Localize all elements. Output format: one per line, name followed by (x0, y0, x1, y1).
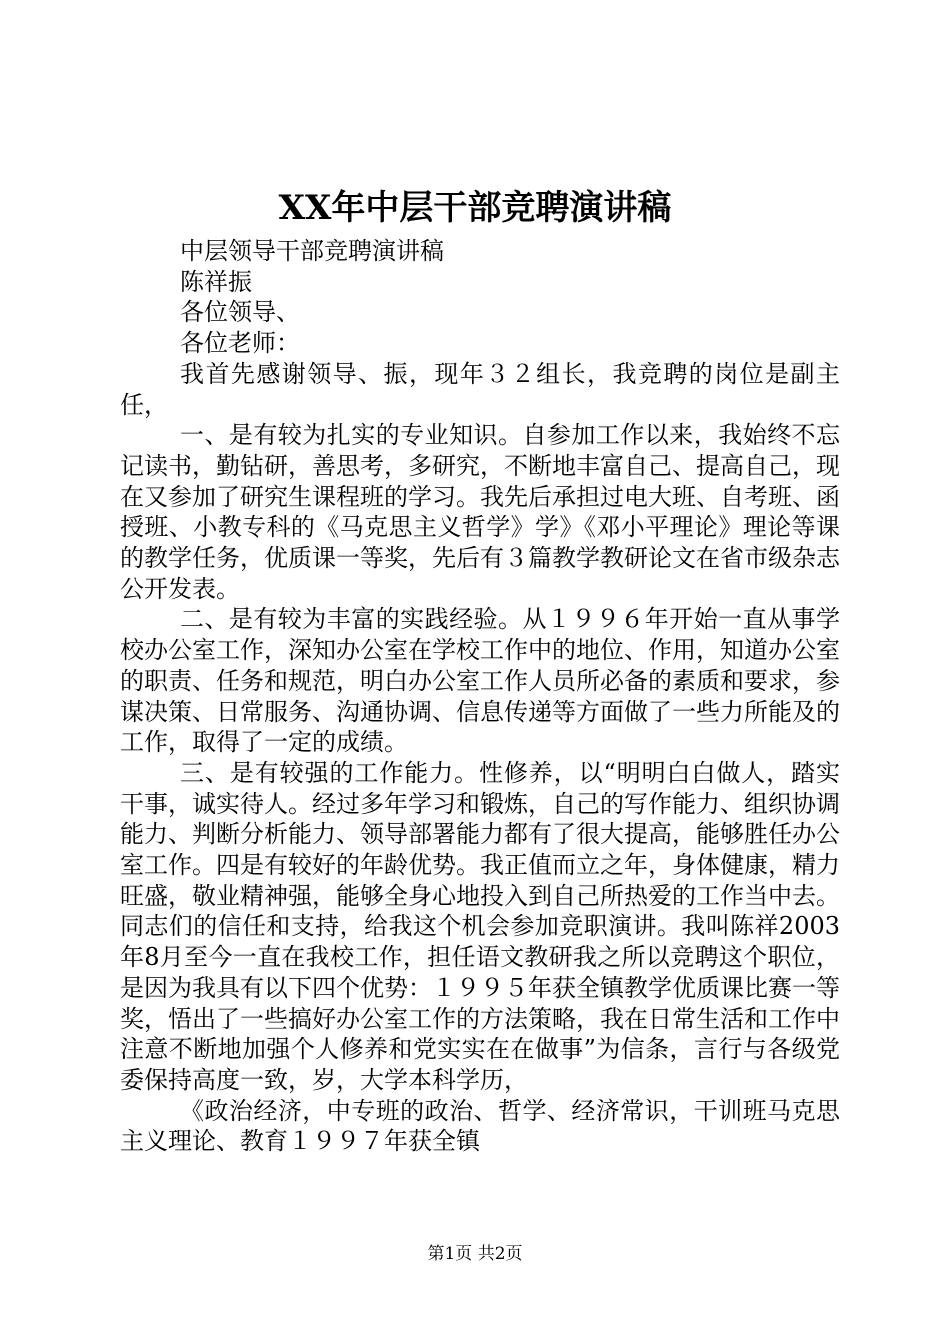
paragraph-salutation-leaders: 各位领导、 (180, 298, 300, 327)
paragraph-point-one: 一、是有较为扎实的专业知识。自参加工作以来，我始终不忘记读书，勤钻研，善思考，多研究，不断地丰富自己、提高自己，现在又参加了研究生课程班的学习。我先后承担过电大班、自考班、函授班、小教专科的《马克思主义哲学》学》《邓小平理论》理论等课的教学任务，优质课一等奖，先后有３篇教学教研论文在省市级杂志公开发表。 (120, 421, 840, 603)
paragraph-intro: 我首先感谢领导、振，现年３２组长，我竞聘的岗位是副主任， (120, 359, 840, 419)
paragraph-salutation-teachers: 各位老师： (180, 329, 300, 358)
paragraph-point-two: 二、是有较为丰富的实践经验。从１９９６年开始一直从事学校办公室工作，深知办公室在学校工作中的地位、作用，知道办公室的职责、任务和规范，明白办公室工作人员所必备的素质和要求，参谋决策、日常服务、沟通协调、信息传递等方面做了一些力所能及的工作，取得了一定的成绩。 (120, 605, 840, 757)
paragraph-point-three: 三、是有较强的工作能力。性修养，以“明明白白做人，踏实干事，诚实待人。经过多年学习和锻炼，自己的写作能力、组织协调能力、判断分析能力、领导部署能力都有了很大提高，能够胜任办公室工作。四是有较好的年龄优势。我正值而立之年，身体健康，精力旺盛，敬业精神强，能够全身心地投入到自己所热爱的工作当中去。同志们的信任和支持，给我这个机会参加竞职演讲。我叫陈祥2003年8月至今一直在我校工作，担任语文教研我之所以竞聘这个职位，是因为我具有以下四个优势：１９９５年获全镇教学优质课比赛一等奖，悟出了一些搞好办公室工作的方法策略，我在日常生活和工作中注意不断地加强个人修养和党实实在在做事”为信条，言行与各级党委保持高度一致，岁，大学本科学历， (120, 758, 840, 1094)
paragraph-heading: 中层领导干部竞聘演讲稿 (180, 237, 444, 265)
paragraph-continuation: 《政治经济，中专班的政治、哲学、经济常识，干训班马克思主义理论、教育１９９７年获全镇 (120, 1096, 840, 1156)
document-body (120, 236, 840, 1157)
paragraph-author: 陈祥振 (180, 267, 252, 296)
page-number: 第1页 共2页 (427, 1244, 523, 1264)
document-title: XX年中层干部竞聘演讲稿 (278, 188, 672, 228)
